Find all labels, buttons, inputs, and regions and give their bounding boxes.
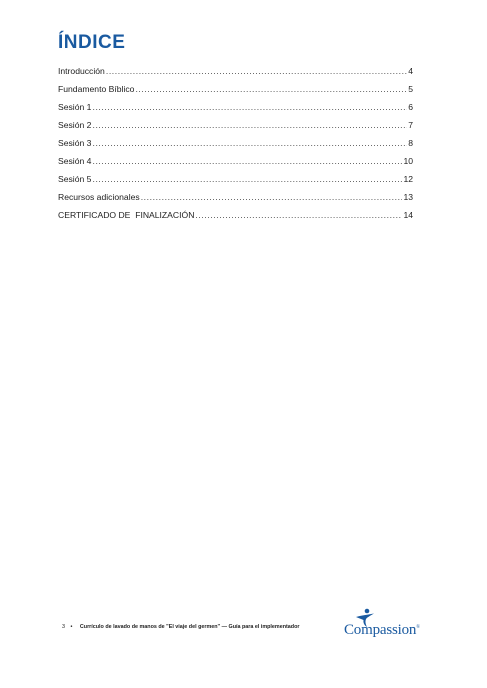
toc-leader-dots — [106, 66, 407, 76]
toc-entry-page: 10 — [403, 156, 413, 166]
toc-entry-label: Introducción — [58, 66, 105, 76]
footer-page-number: 3 — [62, 624, 65, 630]
toc-leader-dots — [135, 84, 407, 94]
toc-leader-dots — [92, 120, 407, 130]
compassion-logo-wordmark: Compassion® — [344, 622, 420, 638]
toc-entry-label: Sesión 5 — [58, 174, 92, 184]
toc-entry-page: 5 — [408, 84, 413, 94]
toc-entry-sesion-3[interactable] — [58, 138, 413, 156]
toc-leader-dots — [92, 156, 402, 166]
toc-leader-dots — [92, 102, 407, 112]
footer-bullet: • — [70, 624, 73, 630]
toc-entry-label: Sesión 1 — [58, 102, 92, 112]
toc-entry-fundamento-biblico[interactable] — [58, 84, 413, 102]
toc-entry-page: 7 — [408, 120, 413, 130]
toc-entry-page: 4 — [408, 66, 413, 76]
toc-leader-dots — [141, 192, 403, 202]
page-title: ÍNDICE — [58, 32, 126, 53]
toc-entry-label: Sesión 2 — [58, 120, 92, 130]
toc-leader-dots — [92, 174, 402, 184]
toc-entry-page: 12 — [403, 174, 413, 184]
toc-entry-label: CERTIFICADO DE FINALIZACIÓN — [58, 210, 195, 220]
toc-entry-page: 6 — [408, 102, 413, 112]
compassion-logo — [340, 608, 440, 644]
toc-entry-page: 14 — [403, 210, 413, 220]
toc-entry-label: Sesión 3 — [58, 138, 92, 148]
toc-entry-introduccion[interactable] — [58, 66, 413, 84]
toc-leader-dots — [92, 138, 407, 148]
toc-entry-label: Sesión 4 — [58, 156, 92, 166]
toc-entry-label: Fundamento Bíblico — [58, 84, 135, 94]
toc-entry-label: Recursos adicionales — [58, 192, 140, 202]
table-of-contents — [58, 66, 413, 228]
toc-entry-sesion-1[interactable] — [58, 102, 413, 120]
toc-entry-sesion-4[interactable] — [58, 156, 413, 174]
page-footer — [62, 624, 300, 630]
toc-leader-dots — [195, 210, 402, 220]
toc-entry-recursos-adicionales[interactable] — [58, 192, 413, 210]
toc-entry-page: 13 — [403, 192, 413, 202]
footer-document-title: Currículo de lavado de manos de "El viaje del germen" — Guía para el implementador — [79, 624, 300, 630]
toc-entry-sesion-5[interactable] — [58, 174, 413, 192]
toc-entry-page: 8 — [408, 138, 413, 148]
toc-entry-sesion-2[interactable] — [58, 120, 413, 138]
toc-entry-certificado[interactable] — [58, 210, 413, 228]
